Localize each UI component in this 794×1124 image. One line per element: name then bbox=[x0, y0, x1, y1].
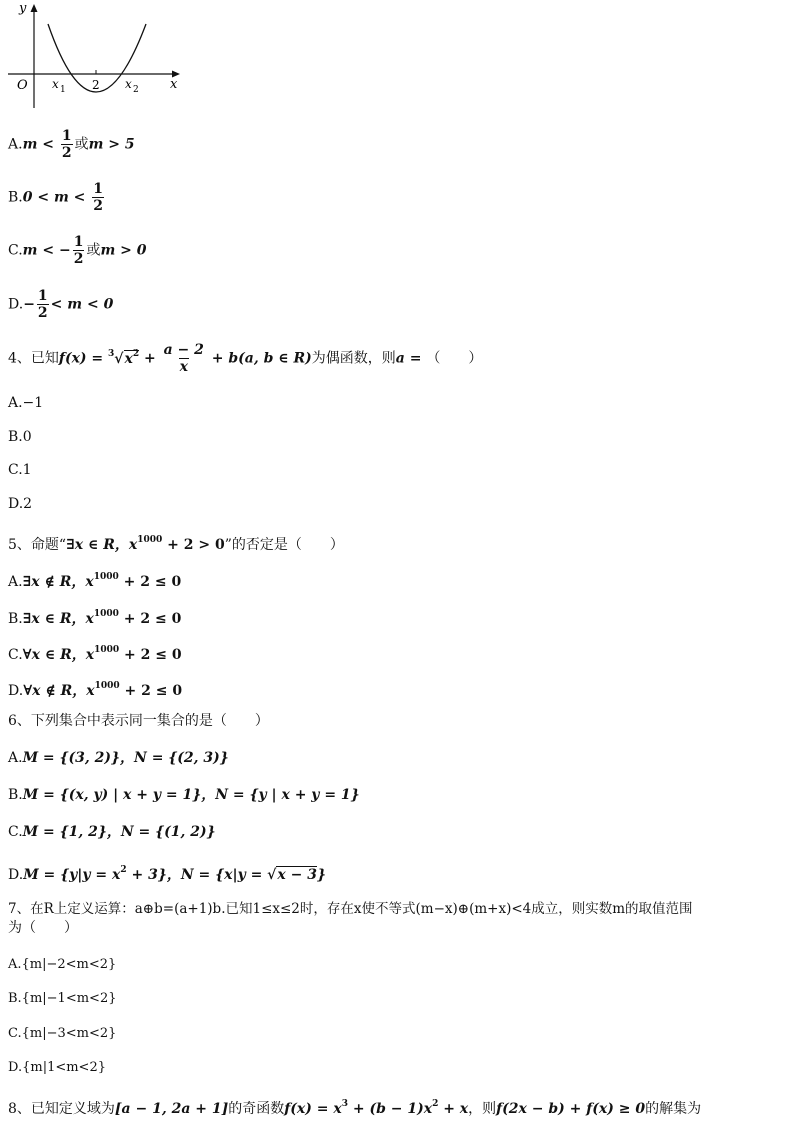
option-prefix: A. bbox=[8, 136, 23, 153]
option-prefix: C. bbox=[8, 824, 23, 840]
answer-blank: （ ） bbox=[426, 350, 483, 367]
math-expr: 0 < m < bbox=[22, 189, 91, 206]
math-expr: + 2 ≤ 0 bbox=[118, 611, 182, 627]
y-axis-label: y bbox=[19, 1, 27, 16]
exponent: 2 bbox=[120, 865, 127, 875]
math-expr: + 2 > 0 bbox=[162, 537, 225, 553]
math-expr: f(x) = bbox=[58, 350, 109, 367]
cube-root: $^3√x^2$ bbox=[108, 348, 140, 367]
question-number: 4、 bbox=[8, 350, 31, 367]
math-expr: } bbox=[316, 867, 326, 883]
option-prefix: A. bbox=[8, 574, 23, 590]
q5-option-b[interactable] bbox=[8, 604, 181, 629]
exponent: 1000 bbox=[94, 645, 120, 655]
q4-option-d[interactable]: D.2 bbox=[8, 496, 33, 512]
math-expr: + (b − 1)x bbox=[347, 1101, 433, 1117]
exponent: 1000 bbox=[93, 572, 119, 582]
x1-label: x bbox=[52, 77, 59, 91]
question-text: ”的否定是（ ） bbox=[224, 537, 344, 553]
math-expr: M = {(3, 2)}，N = {(2, 3)} bbox=[22, 750, 229, 766]
fraction bbox=[73, 234, 85, 267]
math-expr: M = {1, 2}，N = {(1, 2)} bbox=[22, 824, 216, 840]
option-prefix: C. bbox=[8, 647, 23, 663]
or-word: 或 bbox=[86, 242, 101, 259]
q7-stem-line1: 7、在R上定义运算：a⊕b=(a+1)b.已知1≤x≤2时，存在x使不等式(m−x)⊕(m+x)<4成立，则实数m的取值范围 bbox=[8, 901, 693, 917]
math-expr: + x bbox=[438, 1101, 469, 1117]
option-prefix: B. bbox=[8, 189, 23, 206]
q6-option-c[interactable] bbox=[8, 822, 216, 842]
math-expr: [a − 1, 2a + 1] bbox=[114, 1101, 229, 1117]
origin-label: O bbox=[17, 78, 28, 93]
option-prefix: B. bbox=[8, 611, 23, 627]
tick-2-label: 2 bbox=[92, 78, 100, 92]
exponent: 1000 bbox=[94, 681, 120, 691]
graph-svg bbox=[0, 0, 190, 112]
question-text: ，则 bbox=[468, 1101, 497, 1117]
parabola-graph bbox=[0, 0, 190, 112]
fraction-numerator: 1 bbox=[61, 128, 72, 144]
question-number: 5、 bbox=[8, 537, 31, 553]
math-expr: f(x) = x bbox=[284, 1101, 342, 1117]
radicand: x bbox=[124, 350, 133, 367]
fraction-denominator: 2 bbox=[73, 251, 84, 267]
q4-option-c[interactable]: C.1 bbox=[8, 462, 32, 478]
q4-option-b[interactable]: B.0 bbox=[8, 429, 32, 445]
math-expr: + 2 ≤ 0 bbox=[119, 683, 183, 699]
math-expr: + b(a, b ∈ R) bbox=[206, 350, 312, 367]
q7-option-d[interactable]: D.{m|1<m<2} bbox=[8, 1060, 106, 1075]
q7-option-b[interactable]: B.{m|−1<m<2} bbox=[8, 991, 117, 1006]
exponent: 1000 bbox=[137, 535, 163, 545]
q7-option-a[interactable]: A.{m|−2<m<2} bbox=[8, 957, 117, 972]
fraction-denominator: 2 bbox=[37, 305, 48, 321]
fraction-denominator: 2 bbox=[61, 145, 72, 161]
fraction-numerator: a − 2 bbox=[163, 342, 204, 358]
math-expr: ∃x ∈ R，x bbox=[22, 611, 94, 627]
or-word: 或 bbox=[74, 136, 89, 153]
radicand-exponent: 2 bbox=[132, 348, 140, 359]
q3-option-b[interactable] bbox=[8, 181, 106, 214]
x2-subscript: 2 bbox=[133, 85, 139, 95]
option-prefix: D. bbox=[8, 867, 24, 883]
q6-option-a[interactable] bbox=[8, 748, 229, 768]
math-expr: ∀x ∉ R，x bbox=[23, 683, 95, 699]
q6-stem: 6、下列集合中表示同一集合的是（ ） bbox=[8, 713, 269, 729]
exponent: 2 bbox=[432, 1099, 439, 1109]
math-expr: ∀x ∈ R，x bbox=[22, 647, 95, 663]
math-expr: + 2 ≤ 0 bbox=[118, 574, 182, 590]
exponent: 1000 bbox=[93, 609, 119, 619]
q4-option-a[interactable]: A.−1 bbox=[8, 395, 44, 411]
q6-option-b[interactable] bbox=[8, 785, 360, 805]
fraction-numerator: 1 bbox=[73, 234, 84, 250]
q8-stem bbox=[8, 1094, 701, 1119]
fraction-numerator: 1 bbox=[37, 288, 48, 304]
fraction bbox=[37, 288, 49, 321]
q7-option-c[interactable]: C.{m|−3<m<2} bbox=[8, 1026, 117, 1041]
math-expr: m > 0 bbox=[100, 242, 147, 259]
option-prefix: B. bbox=[8, 787, 23, 803]
math-expr: − bbox=[23, 296, 35, 313]
math-expr: < m < 0 bbox=[50, 296, 114, 313]
math-expr: ∃x ∈ R，x bbox=[66, 537, 138, 553]
fraction-denominator: 2 bbox=[93, 198, 104, 214]
q5-option-a[interactable] bbox=[8, 567, 181, 592]
y-axis-arrow bbox=[31, 4, 38, 12]
math-expr: M = {y|y = x bbox=[23, 867, 121, 883]
option-prefix: C. bbox=[8, 242, 23, 259]
fraction bbox=[163, 342, 205, 375]
math-expr: + 2 ≤ 0 bbox=[119, 647, 182, 663]
q5-option-c[interactable] bbox=[8, 640, 182, 665]
x1-subscript: 1 bbox=[60, 85, 66, 95]
x2-label: x bbox=[125, 77, 132, 91]
x-axis-label: x bbox=[170, 77, 178, 92]
q6-option-d[interactable] bbox=[8, 860, 326, 885]
q7-stem-line2: 为（ ） bbox=[8, 920, 78, 936]
math-expr: M = {(x, y) | x + y = 1}，N = {y | x + y = 1} bbox=[22, 787, 360, 803]
root-index: 3 bbox=[108, 348, 115, 359]
fraction bbox=[92, 181, 104, 214]
option-prefix: D. bbox=[8, 296, 24, 313]
math-operator: + bbox=[139, 350, 161, 367]
q3-option-c[interactable] bbox=[8, 234, 147, 267]
question-text: 的奇函数 bbox=[228, 1101, 285, 1117]
q5-option-d[interactable] bbox=[8, 676, 182, 701]
fraction bbox=[61, 128, 73, 161]
q3-option-d[interactable] bbox=[8, 288, 113, 321]
question-text: 为偶函数，则 bbox=[311, 350, 396, 367]
math-expr: m > 5 bbox=[88, 136, 135, 153]
q5-stem bbox=[8, 530, 344, 555]
fraction-denominator: x bbox=[179, 359, 188, 375]
math-expr: ∃x ∉ R，x bbox=[22, 574, 94, 590]
math-expr: f(2x − b) + f(x) ≥ 0 bbox=[496, 1101, 646, 1117]
math-expr: m < − bbox=[22, 242, 71, 259]
math-expr: a = bbox=[395, 350, 427, 367]
math-expr: m < bbox=[22, 136, 59, 153]
q3-option-a[interactable] bbox=[8, 128, 135, 161]
question-text: 的解集为 bbox=[645, 1101, 702, 1117]
radicand: x − 3 bbox=[277, 867, 317, 883]
fraction-numerator: 1 bbox=[93, 181, 104, 197]
question-text: 8、已知定义域为 bbox=[8, 1101, 115, 1117]
math-expr: + 3}，N = {x|y = √ bbox=[126, 867, 277, 883]
question-text: 已知 bbox=[30, 350, 59, 367]
q4-stem bbox=[8, 342, 482, 375]
option-prefix: A. bbox=[8, 750, 23, 766]
exponent: 3 bbox=[341, 1099, 348, 1109]
option-prefix: D. bbox=[8, 683, 24, 699]
question-text: 命题“ bbox=[30, 537, 67, 553]
